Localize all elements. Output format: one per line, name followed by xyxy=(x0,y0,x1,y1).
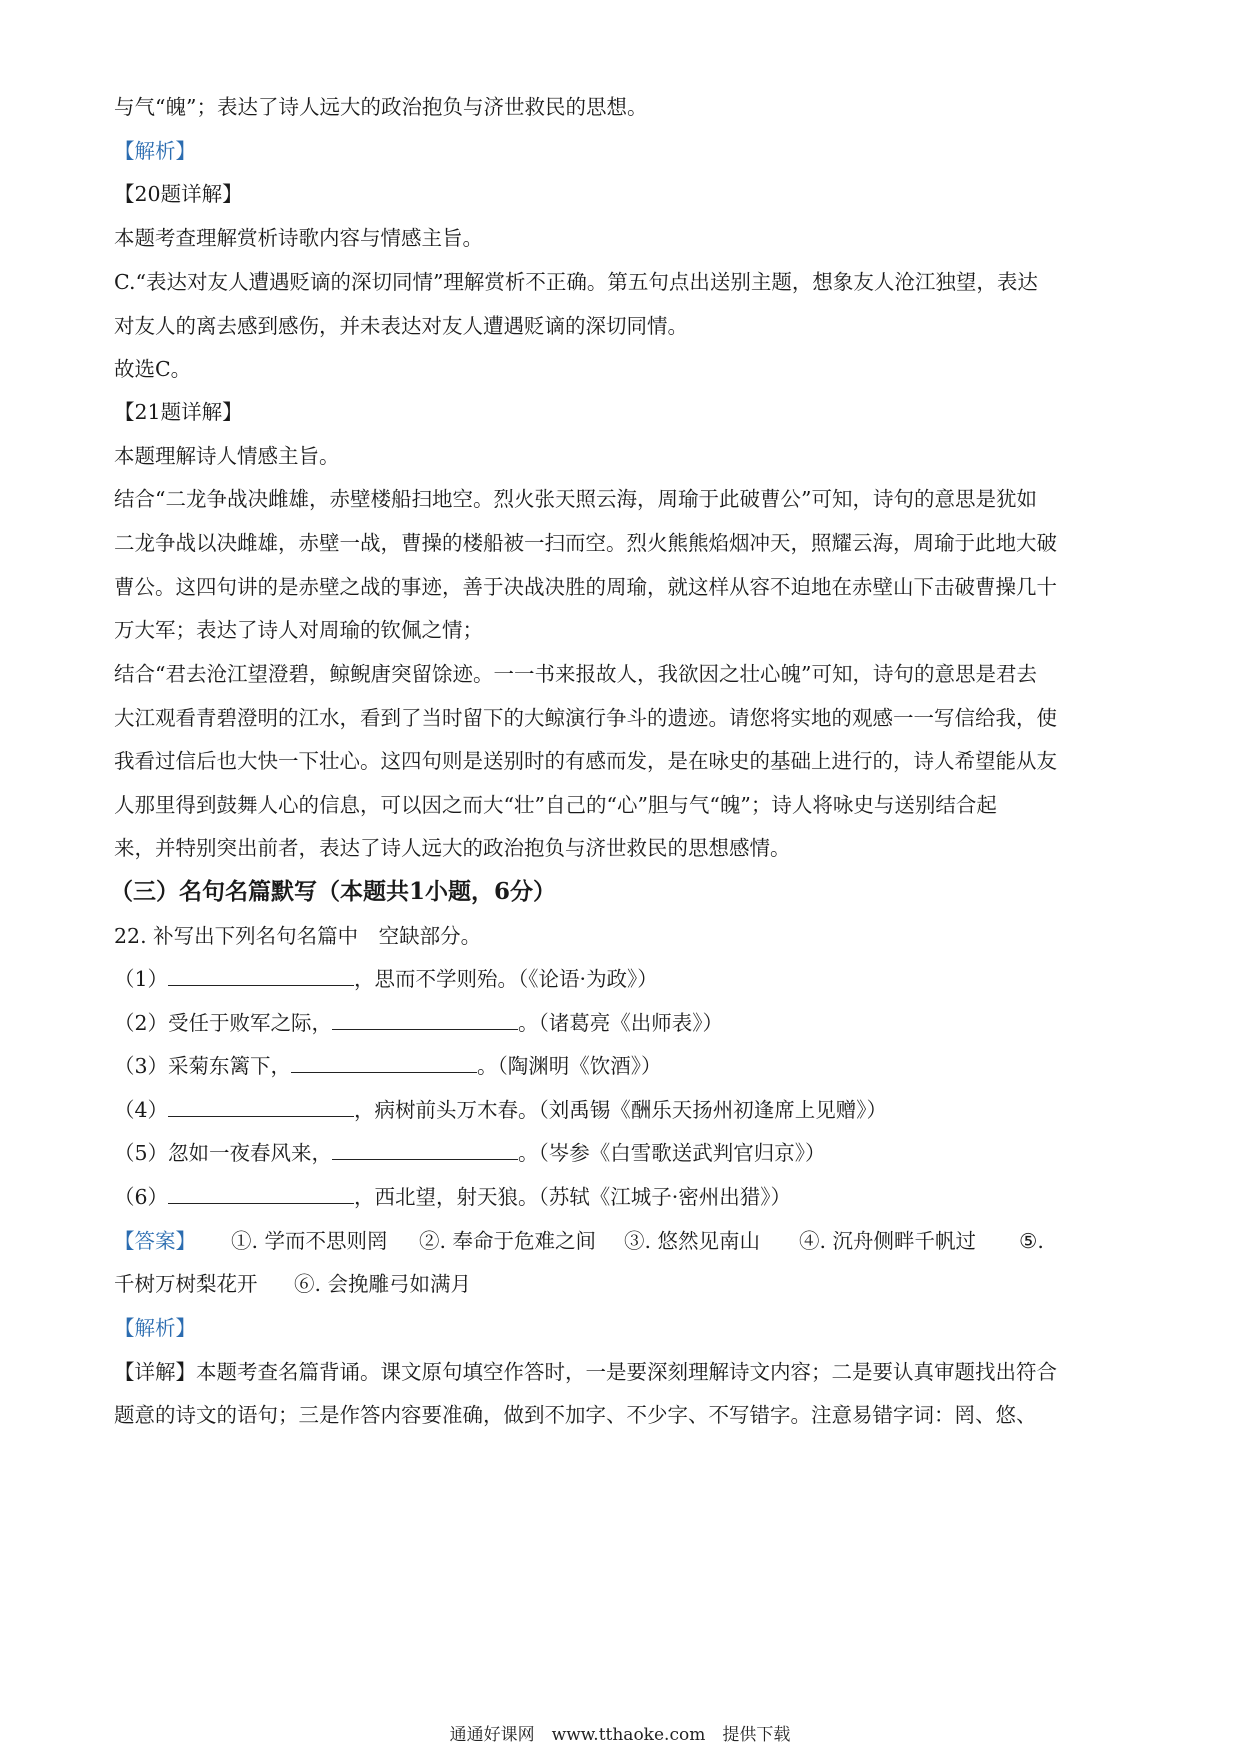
answer-blank[interactable] xyxy=(332,1139,518,1160)
answer-1: ①. 学而不思则罔 xyxy=(231,1229,388,1253)
answer-line xyxy=(114,1227,1124,1255)
answer-blank[interactable] xyxy=(168,1096,354,1117)
detail-line xyxy=(114,1358,1057,1386)
analysis-label: 【解析】 xyxy=(114,139,196,163)
answer-blank[interactable] xyxy=(332,1009,518,1030)
item-suffix: 。（陶渊明《饮酒》） xyxy=(477,1054,662,1078)
footer-watermark: 通通好课网 www.tthaoke.com 提供下载 xyxy=(449,1725,791,1745)
item-prefix: 采菊东篱下， xyxy=(168,1054,292,1078)
question-22: 22. 补写出下列名句名篇中 空缺部分。 xyxy=(114,924,482,948)
text-line: 本题考查理解赏析诗歌内容与情感主旨。 xyxy=(114,226,483,250)
text-line: 故选C。 xyxy=(114,357,192,381)
text-line: 本题理解诗人情感主旨。 xyxy=(114,444,340,468)
answer-5-number: ⑤. xyxy=(1019,1229,1044,1253)
text-line: C.“表达对友人遭遇贬谪的深切同情”理解赏析不正确。第五句点出送别主题，想象友人沧江独望，表达 xyxy=(114,270,1038,294)
item-number: （6） xyxy=(114,1185,169,1209)
item-number: （3） xyxy=(114,1054,169,1078)
answer-5: 千树万树梨花开 xyxy=(114,1272,258,1296)
item-prefix: 忽如一夜春风来， xyxy=(168,1141,333,1165)
fill-item-4 xyxy=(114,1096,887,1124)
q20-heading: 【20题详解】 xyxy=(114,182,243,206)
text-line: 与气“魄”；表达了诗人远大的政治抱负与济世救民的思想。 xyxy=(114,95,648,119)
text-line: 大江观看青碧澄明的江水，看到了当时留下的大鲸演行争斗的遗迹。请您将实地的观感一一写信给我，使 xyxy=(114,706,1057,730)
answer-6: ⑥. 会挽雕弓如满月 xyxy=(294,1272,472,1296)
item-suffix: 。（诸葛亮《出师表》） xyxy=(518,1011,724,1035)
detail-text: 本题考查名篇背诵。课文原句填空作答时，一是要深刻理解诗文内容；二是要认真审题找出符合 xyxy=(196,1360,1057,1384)
item-suffix: ，病树前头万木春。（刘禹锡《酬乐天扬州初逢席上见赠》） xyxy=(354,1098,888,1122)
item-number: （5） xyxy=(114,1141,169,1165)
item-number: （2） xyxy=(114,1011,169,1035)
detail-label: 【详解】 xyxy=(114,1360,196,1384)
answer-blank[interactable] xyxy=(168,965,354,986)
item-suffix: ，思而不学则殆。（《论语·为政》） xyxy=(354,967,658,991)
item-number: （4） xyxy=(114,1098,169,1122)
answer-label: 【答案】 xyxy=(114,1229,196,1253)
answer-blank[interactable] xyxy=(168,1183,354,1204)
fill-item-2 xyxy=(114,1009,723,1037)
answer-blank[interactable] xyxy=(291,1052,477,1073)
answer-4: ④. 沉舟侧畔千帆过 xyxy=(799,1229,977,1253)
text-line: 结合“君去沧江望澄碧，鲸鲵唐突留馀迹。一一书来报故人，我欲因之壮心魄”可知，诗句的意思是君去 xyxy=(114,662,1037,686)
text-line: 结合“二龙争战决雌雄，赤壁楼船扫地空。烈火张天照云海，周瑜于此破曹公”可知，诗句的意思是犹如 xyxy=(114,487,1037,511)
q21-heading: 【21题详解】 xyxy=(114,400,243,424)
answer-2: ②. 奉命于危难之间 xyxy=(419,1229,597,1253)
item-suffix: ，西北望，射天狼。（苏轼《江城子·密州出猎》） xyxy=(354,1185,792,1209)
fill-item-5 xyxy=(114,1139,826,1167)
text-line: 来，并特别突出前者，表达了诗人远大的政治抱负与济世救民的思想感情。 xyxy=(114,836,791,860)
text-line: 题意的诗文的语句；三是作答内容要准确，做到不加字、不少字、不写错字。注意易错字词：罔、悠、 xyxy=(114,1403,1037,1427)
item-number: （1） xyxy=(114,967,169,991)
fill-item-6 xyxy=(114,1183,791,1211)
analysis-label: 【解析】 xyxy=(114,1316,196,1340)
item-suffix: 。（岑参《白雪歌送武判官归京》） xyxy=(518,1141,826,1165)
text-line: 二龙争战以决雌雄，赤壁一战，曹操的楼船被一扫而空。烈火熊熊焰烟冲天，照耀云海，周瑜于此地大破 xyxy=(114,531,1057,555)
section-heading: （三）名句名篇默写（本题共1小题，6分） xyxy=(110,878,557,905)
answer-line-2 xyxy=(114,1270,472,1298)
text-line: 曹公。这四句讲的是赤壁之战的事迹，善于决战决胜的周瑜，就这样从容不迫地在赤壁山下击破曹操几十 xyxy=(114,575,1057,599)
answer-3: ③. 悠然见南山 xyxy=(624,1229,761,1253)
text-line: 我看过信后也大快一下壮心。这四句则是送别时的有感而发，是在咏史的基础上进行的，诗人希望能从友 xyxy=(114,749,1057,773)
fill-item-3 xyxy=(114,1052,662,1080)
text-line: 人那里得到鼓舞人心的信息，可以因之而大“壮”自己的“心”胆与气“魄”；诗人将咏史与送别结合起 xyxy=(114,793,997,817)
text-line: 对友人的离去感到感伤，并未表达对友人遭遇贬谪的深切同情。 xyxy=(114,314,688,338)
text-line: 万大军；表达了诗人对周瑜的钦佩之情； xyxy=(114,618,483,642)
fill-item-1 xyxy=(114,965,658,993)
item-prefix: 受任于败军之际， xyxy=(168,1011,333,1035)
